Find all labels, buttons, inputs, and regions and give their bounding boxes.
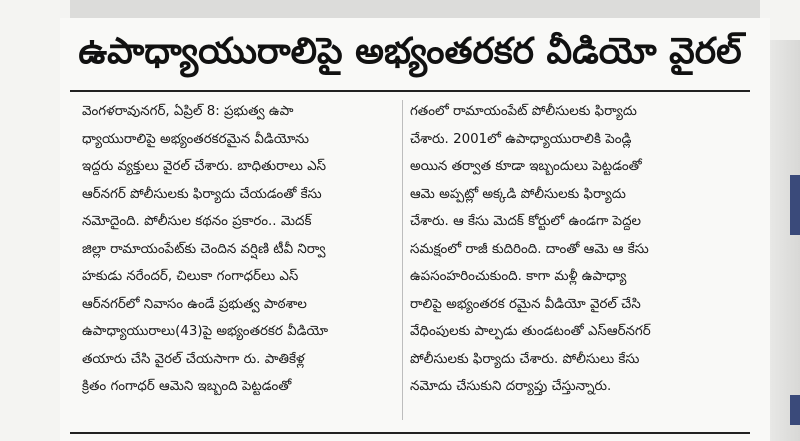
adjacent-page-graphic [790, 175, 800, 235]
article-line: క్రితం గంగాధర్ ఆమెని ఇబ్బంది పెట్టడంతో [82, 379, 292, 394]
article-line: తయారు చేసి వైరల్ చేయసాగా రు. పాతికేళ్ల [82, 351, 305, 367]
article-line: ఉపాధ్యాయురాలు(43)పై అభ్యంతరకర వీడియో [82, 324, 329, 339]
article-line: రాలిపై అభ్యంతరక రమైన వీడియో వైరల్ చేసి [410, 296, 641, 312]
article-line: ధ్యాయురాలిపై అభ్యంతరకరమైన వీడియోను [82, 131, 309, 147]
article-line: వెంగళరావునగర్, ఏప్రిల్ 8: ప్రభుత్వ ఉపా [82, 104, 294, 119]
adjacent-page-edge [770, 40, 800, 441]
article-line: ఉపసంహరించుకుంది. కాగా మళ్లీ ఉపాధ్యా [410, 269, 627, 284]
article-line: జిల్లా రామాయంపేట్‌కు చెందిన వర్షిణి టీవీ నిర్వా [82, 241, 326, 257]
article-line: చేశారు. 2001లో ఉపాధ్యాయురాలికి పెండ్లి [410, 131, 632, 147]
article-line: నమోదు చేసుకుని దర్యాప్తు చేస్తున్నారు. [410, 379, 612, 394]
article-line: నమోదైంది. పోలీసుల కథనం ప్రకారం.. మెదక్ [82, 214, 312, 229]
bottom-rule [70, 432, 750, 434]
adjacent-page-graphic [790, 395, 800, 425]
article-line: చేశారు. ఆ కేసు మెదక్ కోర్టులో ఉండగా పెద్దల [410, 214, 642, 229]
article-line: పోలీసులకు ఫిర్యాదు చేశారు. పోలీసులు కేసు [410, 351, 640, 367]
article-line: ఆమె అప్పట్లో అక్కడి పోలీసులకు ఫిర్యాదు [410, 186, 626, 202]
headline-rule [70, 90, 750, 92]
article-line: ఆర్‌నగర్ పోలీసులకు ఫిర్యాదు చేయడంతో కేసు [82, 186, 322, 202]
article-line: ఇద్దరు వ్యక్తులు వైరల్ చేశారు. బాధితురాలు ఎస్ [82, 159, 327, 174]
column-divider [402, 100, 403, 420]
article-line: సమక్షంలో రాజీ కుదిరింది. దాంతో ఆమె ఆ కేసు [410, 241, 649, 257]
article-column-right [410, 98, 730, 401]
article-line: ఆర్‌నగర్‌లో నివాసం ఉండే ప్రభుత్వ పాఠశాల [82, 296, 307, 312]
article-line: గతంలో రామాయంపేట్ పోలీసులకు ఫిర్యాదు [410, 104, 637, 119]
top-bar [70, 0, 760, 18]
article-line: అయిన తర్వాత కూడా ఇబ్బందులు పెట్టడంతో [410, 159, 642, 174]
article-line: వేధింపులకు పాల్పడు తుండటంతో ఎస్‌ఆర్‌నగర్ [410, 324, 651, 339]
article-line: హకుడు నరేందర్, చిలుకా గంగాధర్‌లు ఎస్ [82, 269, 299, 284]
article-column-left [82, 98, 402, 401]
article-headline: ఉపాధ్యాయురాలిపై అభ్యంతరకర వీడియో వైరల్ [78, 31, 742, 72]
